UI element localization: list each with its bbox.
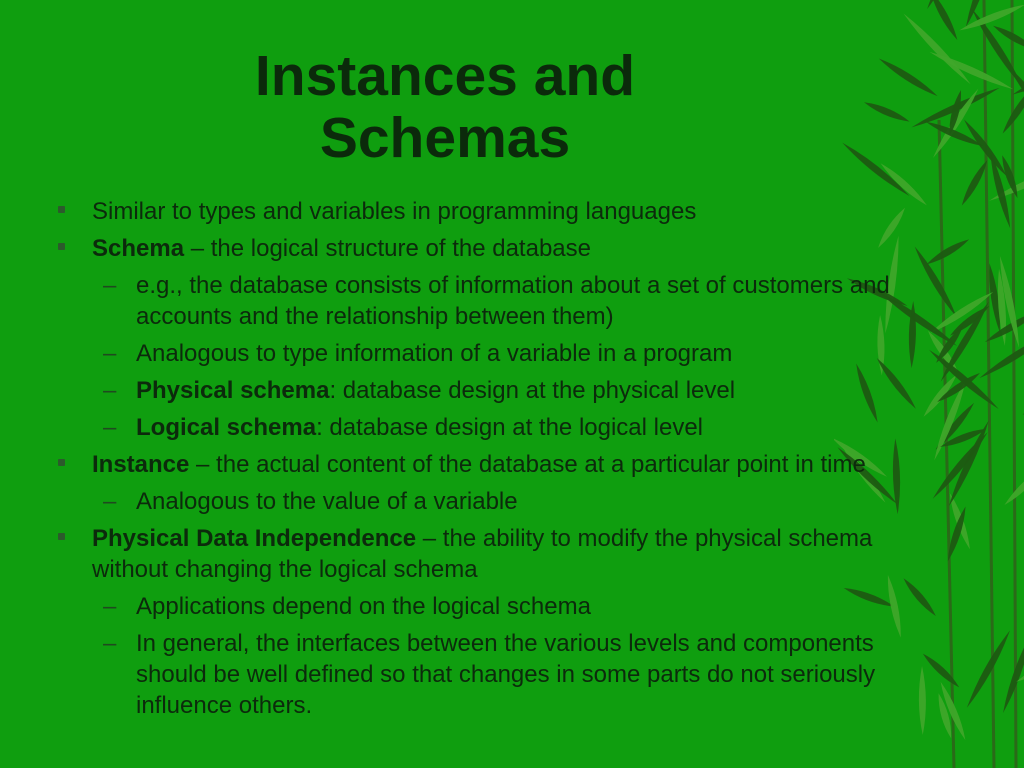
bullet-item: Similar to types and variables in programming languages — [56, 196, 916, 227]
bullet-item: Physical Data Independence – the ability to modify the physical schema without changing the logical schema — [56, 523, 916, 585]
bamboo-leaf — [901, 11, 973, 87]
dash-icon: – — [103, 593, 117, 620]
sub-bullet-item: – Physical schema: database design at the physical level — [103, 377, 736, 404]
sub-bullet-item: – In general, the interfaces between the various levels and components should be well defined so that changes in some parts do not seriously influence others. — [103, 630, 876, 719]
bullet-item: Schema – the logical structure of the database — [56, 233, 916, 264]
sub-bullet-item: – e.g., the database consists of information about a set of customers and accounts and the relationship between them) — [103, 272, 890, 330]
bamboo-leaf — [863, 99, 911, 125]
bullet-item: Instance – the actual content of the database at a particular point in time — [56, 449, 916, 480]
sub-bullet-item: – Logical schema: database design at the logical level — [103, 414, 704, 441]
bullet-icon — [58, 243, 65, 250]
title-line-1: Instances and — [254, 44, 636, 108]
bamboo-leaf — [924, 0, 969, 11]
sub-bullet-item: – Analogous to the value of a variable — [103, 488, 518, 515]
bamboo-leaf — [1020, 357, 1024, 417]
bullet-icon — [58, 459, 65, 466]
bamboo-leaf — [920, 651, 961, 690]
dash-icon: – — [103, 414, 117, 441]
bamboo-leaf — [927, 0, 961, 42]
bullet-icon — [58, 206, 65, 213]
bamboo-leaf — [840, 140, 912, 199]
dash-icon: – — [103, 272, 117, 299]
sub-bullet-item: – Applications depend on the logical schema — [103, 593, 591, 620]
bullet-icon — [58, 533, 65, 540]
title-line-2: Schemas — [319, 106, 571, 170]
slide-title — [150, 45, 740, 169]
dash-icon: – — [103, 488, 117, 515]
bamboo-leaf — [925, 236, 971, 267]
sub-bullet-item: – Analogous to type information of a variable in a program — [103, 340, 733, 367]
bullet-list — [56, 196, 916, 727]
bamboo-leaf — [919, 666, 927, 735]
dash-icon: – — [103, 340, 117, 367]
bamboo-leaf — [964, 629, 1013, 710]
bamboo-stem — [984, 0, 994, 768]
bamboo-leaf — [877, 56, 940, 100]
bamboo-leaf — [912, 245, 960, 319]
dash-icon: – — [103, 377, 117, 404]
dash-icon: – — [103, 630, 117, 657]
